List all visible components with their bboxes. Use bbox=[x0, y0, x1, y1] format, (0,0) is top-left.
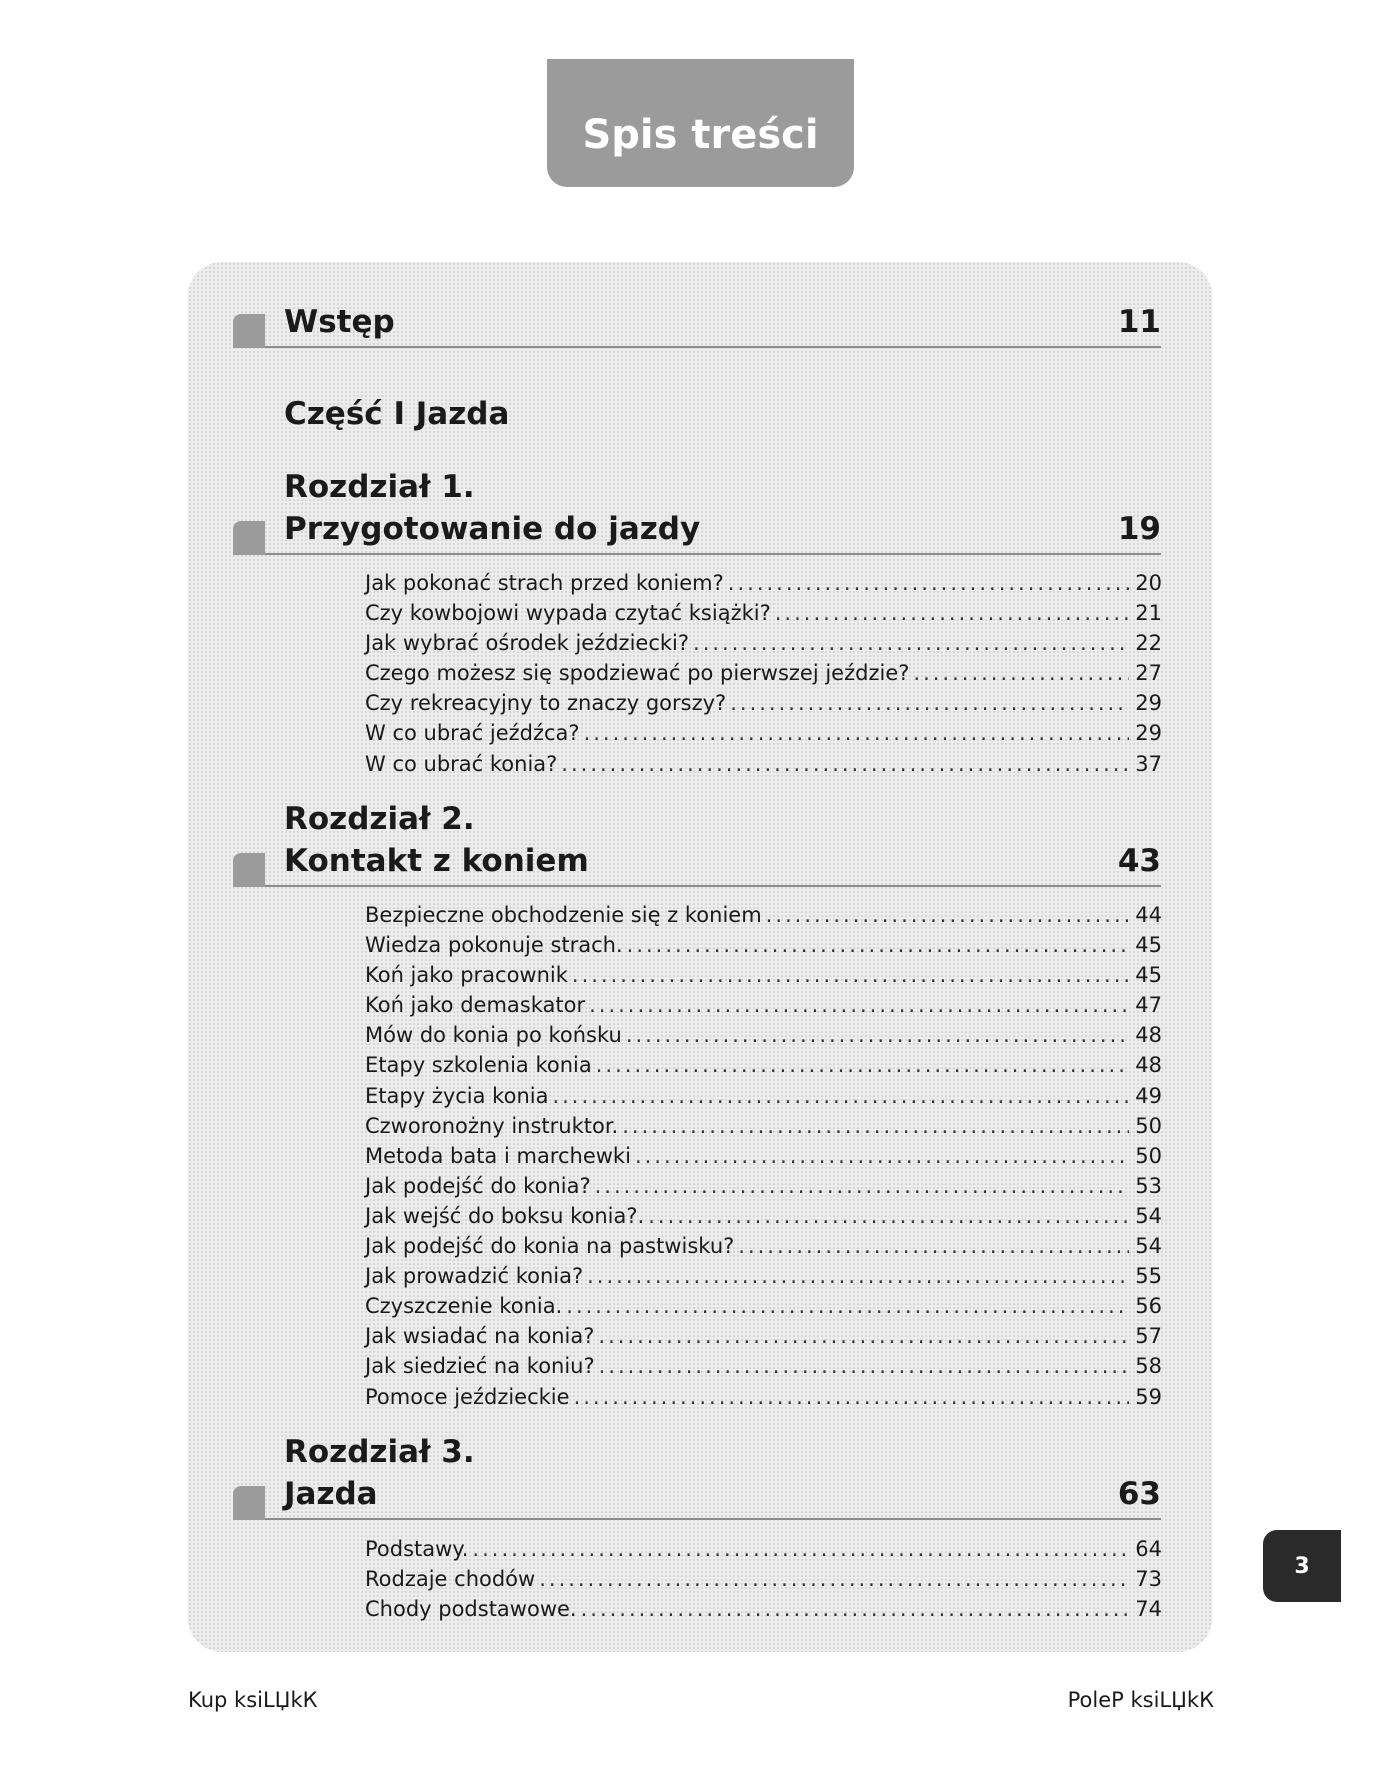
chapter-number: Rozdział 3. bbox=[284, 1434, 475, 1470]
toc-item-title: Metoda bata i marchewki bbox=[365, 1143, 631, 1168]
toc-item[interactable] bbox=[365, 688, 1162, 718]
toc-item-title: Jak wejść do boksu konia?. bbox=[365, 1203, 645, 1228]
dot-leader bbox=[913, 658, 1129, 688]
dot-leader bbox=[574, 1382, 1130, 1412]
page-number: 3 bbox=[1294, 1553, 1310, 1579]
toc-item[interactable] bbox=[365, 1261, 1162, 1291]
toc-item-page: 59 bbox=[1135, 1384, 1162, 1409]
toc-item[interactable] bbox=[365, 1321, 1162, 1351]
toc-item-title: Jak wsiadać na konia? bbox=[365, 1324, 595, 1349]
page-number-badge bbox=[1263, 1530, 1341, 1602]
toc-item[interactable] bbox=[365, 1564, 1162, 1594]
toc-item-title: Koń jako demaskator bbox=[365, 993, 586, 1018]
toc-item[interactable] bbox=[365, 1201, 1162, 1231]
toc-item-page: 29 bbox=[1135, 721, 1162, 746]
dot-leader bbox=[566, 1291, 1129, 1321]
toc-item-page: 22 bbox=[1135, 631, 1162, 656]
toc-item-title: Czyszczenie konia. bbox=[365, 1294, 563, 1319]
toc-item-title: Etapy szkolenia konia bbox=[365, 1053, 592, 1078]
toc-item[interactable] bbox=[365, 718, 1162, 748]
page-title-text: Spis treści bbox=[582, 112, 819, 158]
toc-item-page: 37 bbox=[1135, 751, 1162, 776]
chapter-2-items bbox=[365, 900, 1162, 1412]
toc-item-page: 48 bbox=[1135, 1023, 1162, 1048]
dot-leader bbox=[595, 1171, 1130, 1201]
footer-recommend-link[interactable]: PoleР ksiLЏkК bbox=[1067, 1688, 1214, 1712]
dot-leader bbox=[598, 1321, 1129, 1351]
dot-leader bbox=[584, 718, 1130, 748]
toc-item-page: 48 bbox=[1135, 1053, 1162, 1078]
toc-item-page: 45 bbox=[1135, 963, 1162, 988]
toc-item-title: Mów do konia po końsku bbox=[365, 1023, 622, 1048]
toc-item[interactable] bbox=[365, 1020, 1162, 1050]
toc-item-title: Czy rekreacyjny to znaczy gorszy? bbox=[365, 691, 727, 716]
toc-item[interactable] bbox=[365, 1141, 1162, 1171]
section-marker bbox=[233, 853, 265, 887]
dot-leader bbox=[730, 688, 1129, 718]
toc-item[interactable] bbox=[365, 1231, 1162, 1261]
toc-item-page: 53 bbox=[1135, 1173, 1162, 1198]
dot-leader bbox=[626, 1020, 1129, 1050]
section-marker bbox=[233, 314, 265, 348]
toc-item-title: Pomoce jeździeckie bbox=[365, 1384, 570, 1409]
toc-item-title: Jak pokonać strach przed koniem? bbox=[365, 571, 724, 595]
chapter-1-items bbox=[365, 568, 1162, 779]
section-marker bbox=[233, 521, 265, 555]
intro-page: 11 bbox=[1117, 304, 1161, 340]
dot-leader bbox=[627, 930, 1130, 960]
toc-item[interactable] bbox=[365, 1351, 1162, 1381]
toc-item-page: 54 bbox=[1135, 1234, 1162, 1259]
toc-item-page: 74 bbox=[1135, 1597, 1162, 1622]
toc-item-page: 57 bbox=[1135, 1324, 1162, 1349]
dot-leader bbox=[596, 1050, 1130, 1080]
chapter-title: Jazda bbox=[284, 1476, 378, 1512]
toc-item-page: 73 bbox=[1135, 1567, 1162, 1592]
toc-item[interactable] bbox=[365, 960, 1162, 990]
toc-item-page: 21 bbox=[1135, 601, 1162, 626]
dot-leader bbox=[561, 749, 1129, 779]
dot-leader bbox=[581, 1594, 1130, 1624]
intro-label: Wstęp bbox=[284, 304, 395, 340]
toc-item-title: Rodzaje chodów bbox=[365, 1567, 536, 1592]
toc-item[interactable] bbox=[365, 1111, 1162, 1141]
dot-leader bbox=[738, 1231, 1129, 1261]
toc-item[interactable] bbox=[365, 990, 1162, 1020]
chapter-page: 63 bbox=[1117, 1476, 1161, 1512]
toc-item-page: 55 bbox=[1135, 1264, 1162, 1289]
toc-item[interactable] bbox=[365, 628, 1162, 658]
dot-leader bbox=[587, 1261, 1129, 1291]
toc-item[interactable] bbox=[365, 568, 1162, 598]
chapter-title: Przygotowanie do jazdy bbox=[284, 511, 701, 547]
dot-leader bbox=[589, 990, 1129, 1020]
toc-item-page: 50 bbox=[1135, 1113, 1162, 1138]
toc-item-page: 64 bbox=[1135, 1537, 1162, 1561]
toc-chapter-2[interactable] bbox=[233, 795, 1161, 887]
toc-item[interactable] bbox=[365, 1050, 1162, 1080]
toc-item-title: W co ubrać konia? bbox=[365, 751, 558, 776]
toc-item[interactable] bbox=[365, 1081, 1162, 1111]
toc-item-title: Bezpieczne obchodzenie się z koniem bbox=[365, 903, 762, 927]
dot-leader bbox=[775, 598, 1130, 628]
toc-item-page: 44 bbox=[1135, 903, 1162, 927]
toc-item-page: 20 bbox=[1135, 571, 1162, 595]
dot-leader bbox=[635, 1141, 1129, 1171]
dot-leader bbox=[599, 1351, 1130, 1381]
toc-item-title: Jak podejść do konia? bbox=[365, 1173, 591, 1198]
toc-item-page: 27 bbox=[1135, 661, 1162, 686]
toc-item-page: 58 bbox=[1135, 1354, 1162, 1379]
toc-chapter-1[interactable] bbox=[233, 463, 1161, 555]
chapter-page: 19 bbox=[1117, 511, 1161, 547]
section-marker bbox=[233, 1486, 265, 1520]
dot-leader bbox=[472, 1534, 1129, 1564]
toc-item[interactable] bbox=[365, 598, 1162, 628]
page-title bbox=[547, 59, 854, 187]
toc-item-title: Czy kowbojowi wypada czytać książki? bbox=[365, 601, 771, 626]
dot-leader bbox=[728, 568, 1129, 598]
toc-item-title: Etapy życia konia bbox=[365, 1083, 549, 1108]
toc-item-page: 49 bbox=[1135, 1083, 1162, 1108]
chapter-page: 43 bbox=[1117, 843, 1161, 879]
toc-item-title: Koń jako pracownik bbox=[365, 963, 568, 988]
chapter-number: Rozdział 1. bbox=[284, 469, 475, 505]
dot-leader bbox=[622, 1111, 1129, 1141]
toc-item-title: Czworonożny instruktor. bbox=[365, 1113, 619, 1138]
dot-leader bbox=[648, 1201, 1129, 1231]
footer-buy-link[interactable]: Kup ksiLЏkК bbox=[188, 1688, 318, 1712]
toc-intro[interactable] bbox=[233, 300, 1161, 348]
toc-item-title: Chody podstawowe. bbox=[365, 1597, 577, 1622]
toc-item-page: 29 bbox=[1135, 691, 1162, 716]
toc-item-title: Jak prowadzić konia? bbox=[365, 1264, 584, 1289]
toc-item-title: Jak podejść do konia na pastwisku? bbox=[365, 1234, 735, 1259]
chapter-title: Kontakt z koniem bbox=[284, 843, 589, 879]
toc-item[interactable] bbox=[365, 1382, 1162, 1412]
toc-item[interactable] bbox=[365, 749, 1162, 779]
toc-item-title: Wiedza pokonuje strach. bbox=[365, 933, 623, 958]
toc-item[interactable] bbox=[365, 930, 1162, 960]
toc-item-page: 45 bbox=[1135, 933, 1162, 958]
toc-item-page: 54 bbox=[1135, 1203, 1162, 1228]
toc-item-title: Jak wybrać ośrodek jeździecki? bbox=[365, 631, 690, 656]
dot-leader bbox=[552, 1081, 1129, 1111]
toc-item[interactable] bbox=[365, 1171, 1162, 1201]
toc-item-title: Podstawy. bbox=[365, 1537, 469, 1561]
dot-leader bbox=[766, 900, 1130, 930]
chapter-3-items bbox=[365, 1534, 1162, 1624]
dot-leader bbox=[539, 1564, 1129, 1594]
toc-item[interactable] bbox=[365, 1291, 1162, 1321]
toc-item[interactable] bbox=[365, 1534, 1162, 1564]
part-title: Część I Jazda bbox=[284, 396, 510, 432]
toc-item-title: Jak siedzieć na koniu? bbox=[365, 1354, 595, 1379]
toc-item[interactable] bbox=[365, 658, 1162, 688]
toc-item-title: W co ubrać jeźdźca? bbox=[365, 721, 580, 746]
toc-item-title: Czego możesz się spodziewać po pierwszej jeździe? bbox=[365, 661, 910, 686]
toc-item[interactable] bbox=[365, 900, 1162, 930]
toc-item-page: 47 bbox=[1135, 993, 1162, 1018]
toc-item-page: 50 bbox=[1135, 1143, 1162, 1168]
toc-chapter-3[interactable] bbox=[233, 1428, 1161, 1520]
dot-leader bbox=[572, 960, 1129, 990]
toc-item-page: 56 bbox=[1135, 1294, 1162, 1319]
dot-leader bbox=[693, 628, 1129, 658]
toc-item[interactable] bbox=[365, 1594, 1162, 1624]
chapter-number: Rozdział 2. bbox=[284, 801, 475, 837]
